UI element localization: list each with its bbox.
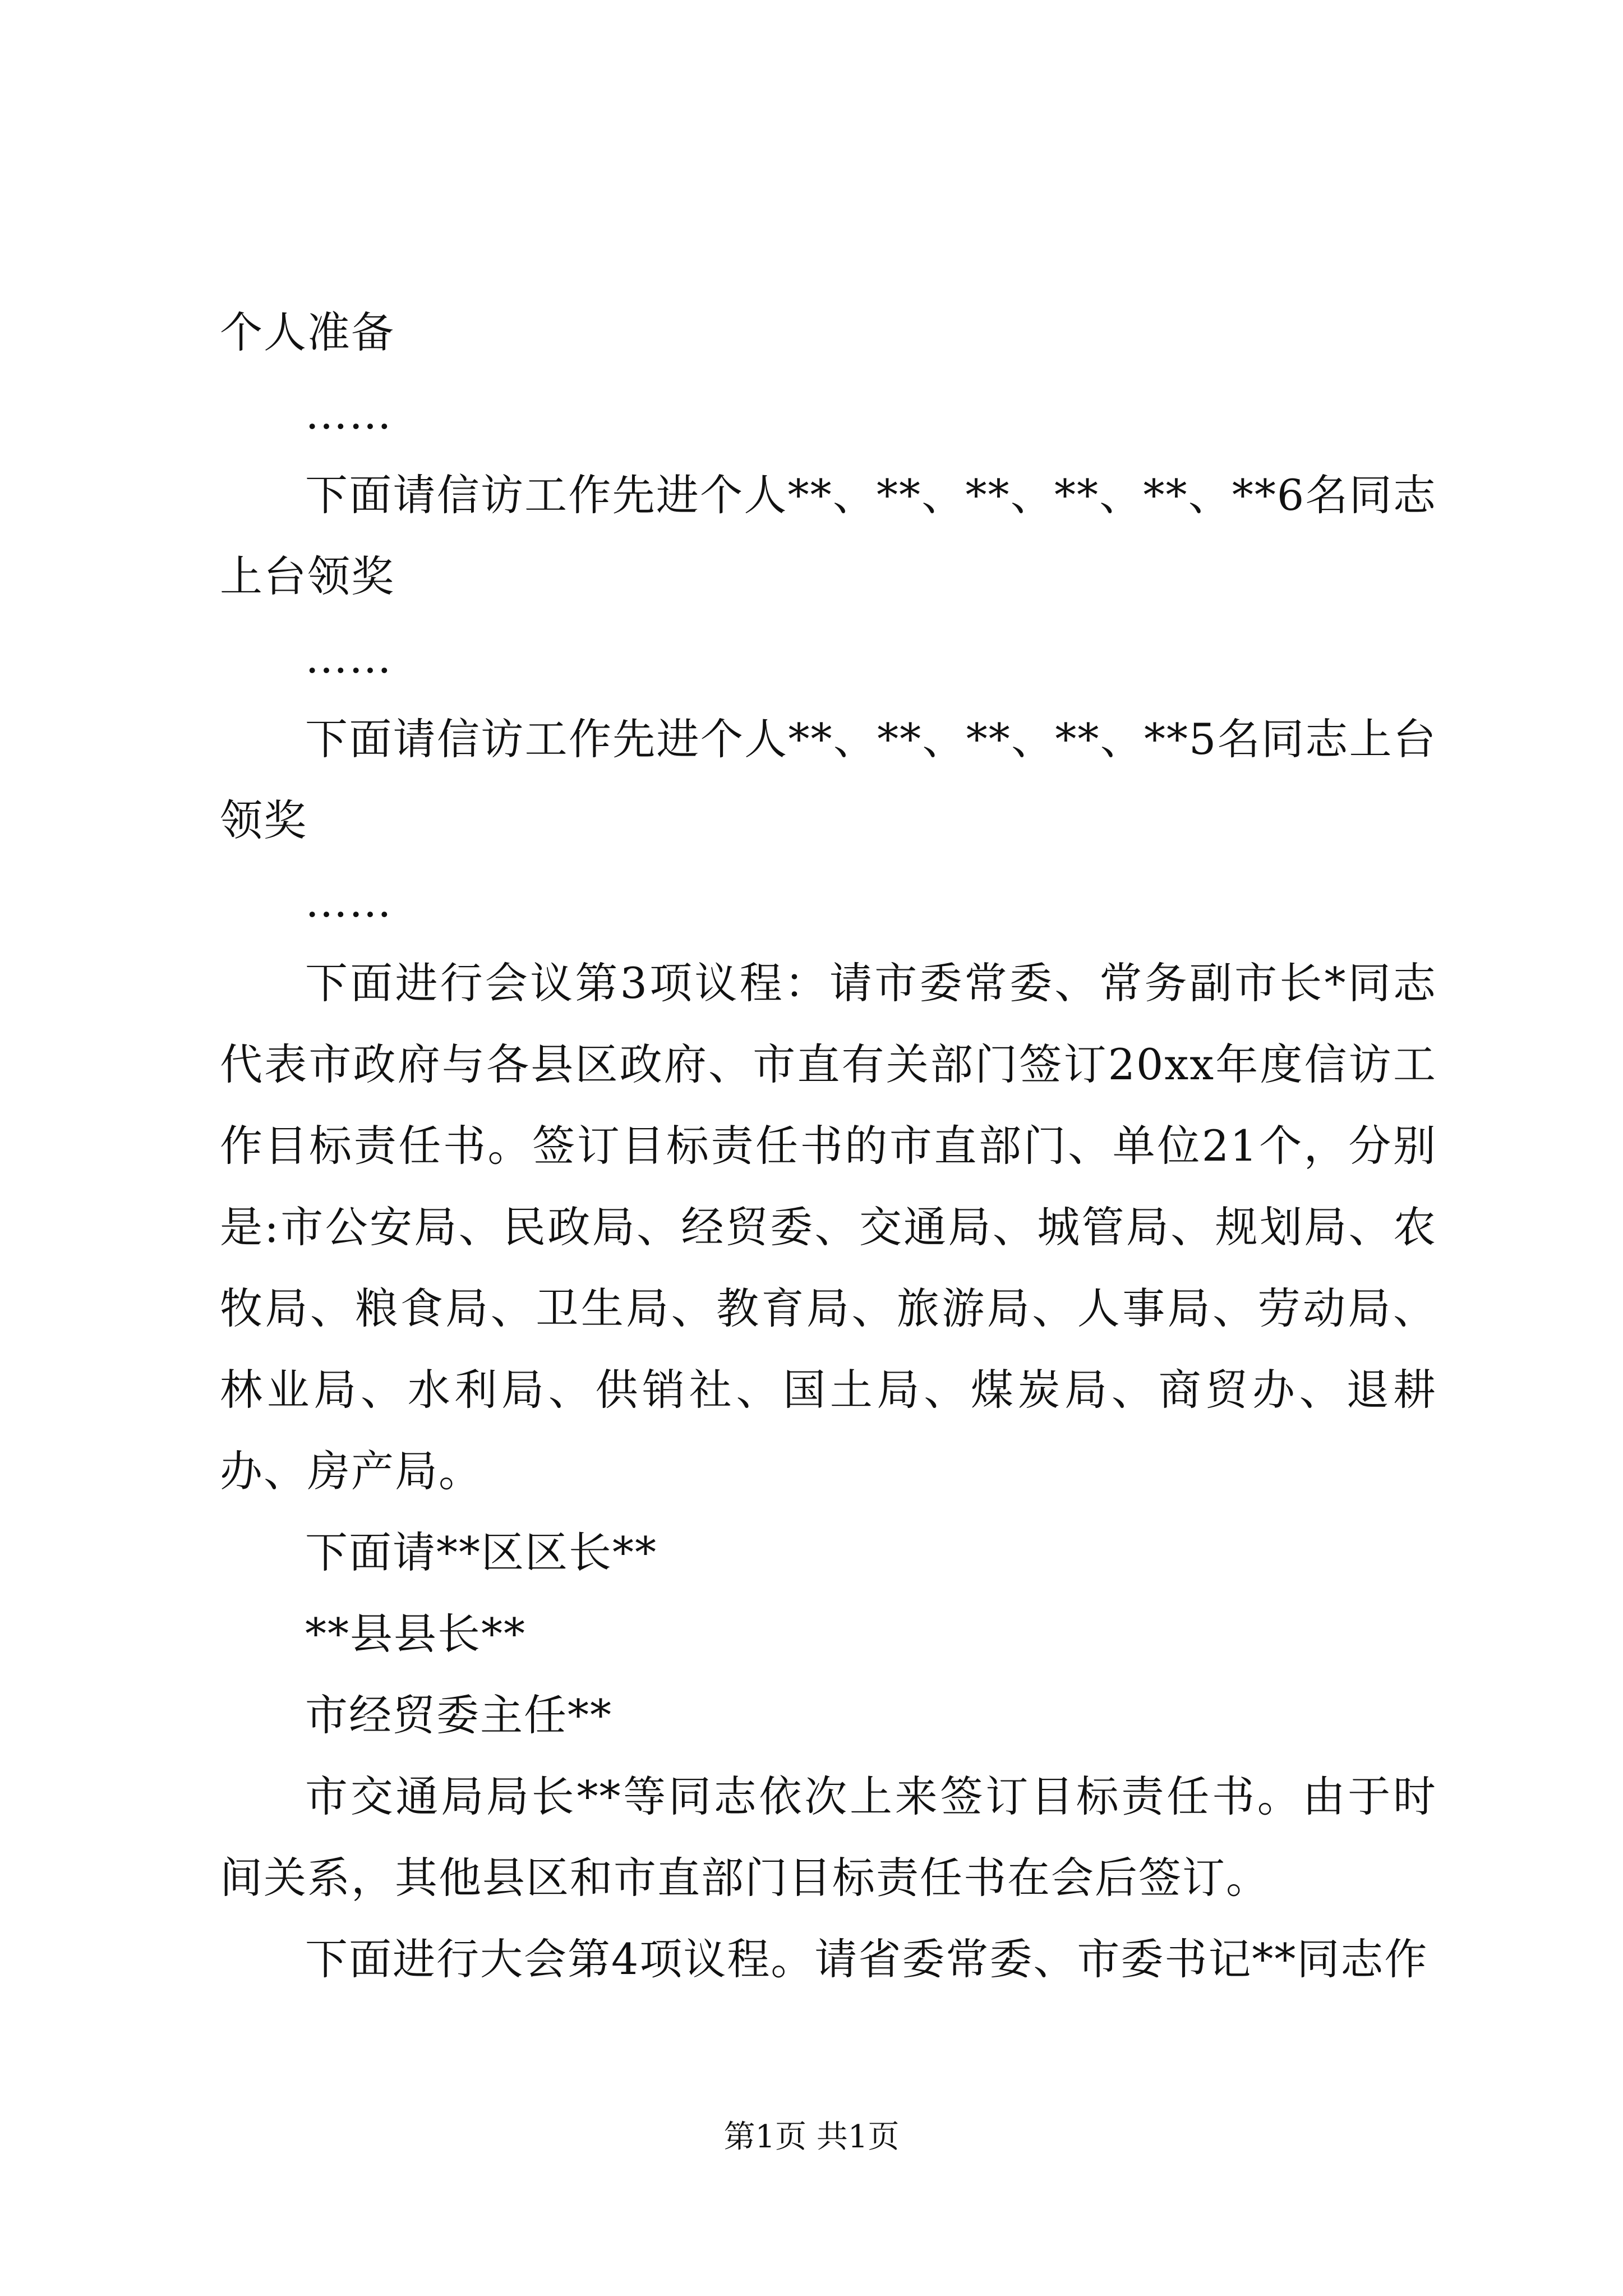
paragraph-10: 市经贸委主任** xyxy=(305,1690,612,1740)
paragraph-7: 下面进行会议第3项议程：请市委常委、常务副市长*同志代表市政府与各县区政府、市直有关部门签订20xx年度信访工作目标责任书。签订目标责任书的市直部门、单位21个，分别是:市公安局、民政局、经贸委、交通局、城管局、规划局、农牧局、粮食局、卫生局、教育局、旅游局、人事局、劳动局、林业局、水利局、供销社、国土局、煤炭局、商贸办、退耕办、房产局。 xyxy=(220,958,1437,1496)
paragraph-8: 下面请**区区长** xyxy=(305,1527,657,1577)
document-body xyxy=(220,292,1437,2000)
paragraph-1: 个人准备 xyxy=(220,307,395,357)
page-number-label: 第1页 共1页 xyxy=(723,2119,900,2155)
paragraph-2: …… xyxy=(305,389,393,439)
paragraph-5: 下面请信访工作先进个人**、**、**、**、**5名同志上台领奖 xyxy=(220,714,1437,845)
paragraph-3: 下面请信访工作先进个人**、**、**、**、**、**6名同志上台领奖 xyxy=(220,470,1437,601)
page-footer xyxy=(0,2118,1623,2157)
paragraph-9: **县县长** xyxy=(305,1609,526,1659)
paragraph-6: …… xyxy=(305,877,393,927)
paragraph-11: 市交通局局长**等同志依次上来签订目标责任书。由于时间关系，其他县区和市直部门目标责任书在会后签订。 xyxy=(220,1772,1437,1903)
paragraph-4: …… xyxy=(305,633,393,683)
paragraph-12: 下面进行大会第4项议程。请省委常委、市委书记**同志作 xyxy=(305,1934,1428,1984)
